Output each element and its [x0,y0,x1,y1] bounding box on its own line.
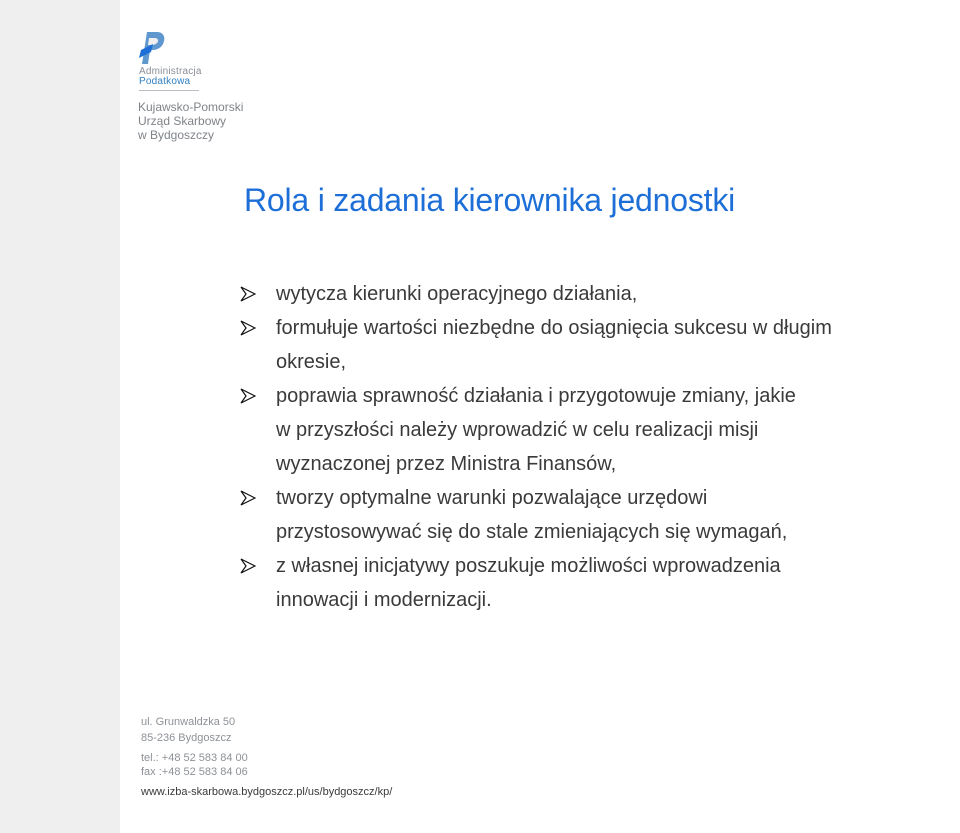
bullet-text-line: z własnej inicjatywy poszukuje możliwości wprowadzenia [276,555,781,577]
bullet-item [238,277,950,311]
bullet-text-line: przystosowywać się do stale zmieniających się wymagań, [276,521,788,543]
bullet-list [238,277,950,617]
arrow-bullet-icon [238,481,260,515]
office-name [138,100,243,142]
bullet-item [238,549,950,617]
left-sidebar-panel [0,0,120,833]
bullet-text-line: poprawia sprawność działania i przygotowuje zmiany, jakie [276,385,796,407]
footer-postal-code: 85-236 Bydgoszcz [141,732,232,744]
bullet-text-line: wyznaczonej przez Ministra Finansów, [276,453,617,475]
logo-text-line2: Podatkowa [139,76,191,87]
bullet-text-line: tworzy optymalne warunki pozwalające urzędowi [276,487,708,509]
p-mark-icon [139,30,167,66]
footer-phone: tel.: +48 52 583 84 00 [141,752,248,764]
bullet-text-line: w przyszłości należy wprowadzić w celu realizacji misji [276,419,759,441]
bullet-item [238,379,950,481]
office-name-line2: Urząd Skarbowy [138,114,227,128]
footer-address: ul. Grunwaldzka 50 [141,716,236,728]
arrow-bullet-icon [238,277,260,311]
administracja-podatkowa-logo [137,30,207,100]
logo-text-line1: Administracja [139,66,202,77]
bullet-text-line: innowacji i modernizacji. [276,589,492,611]
bullet-text-line: wytycza kierunki operacyjnego działania, [276,283,638,305]
office-name-line1: Kujawsko-Pomorski [138,100,244,114]
office-name-line3: w Bydgoszczy [138,128,215,142]
arrow-bullet-icon [238,379,260,413]
bullet-text-line: okresie, [276,351,347,373]
slide-title: Rola i zadania kierownika jednostki [244,182,736,218]
footer-fax: fax :+48 52 583 84 06 [141,766,248,778]
bullet-item [238,311,950,379]
logo-divider [139,90,199,91]
bullet-text-line: formułuje wartości niezbędne do osiągnięcia sukcesu w długim [276,317,832,339]
bullet-item [238,481,950,549]
footer-website-link[interactable]: www.izba-skarbowa.bydgoszcz.pl/us/bydgoszcz/kp/ [141,786,393,798]
arrow-bullet-icon [238,311,260,345]
arrow-bullet-icon [238,549,260,583]
